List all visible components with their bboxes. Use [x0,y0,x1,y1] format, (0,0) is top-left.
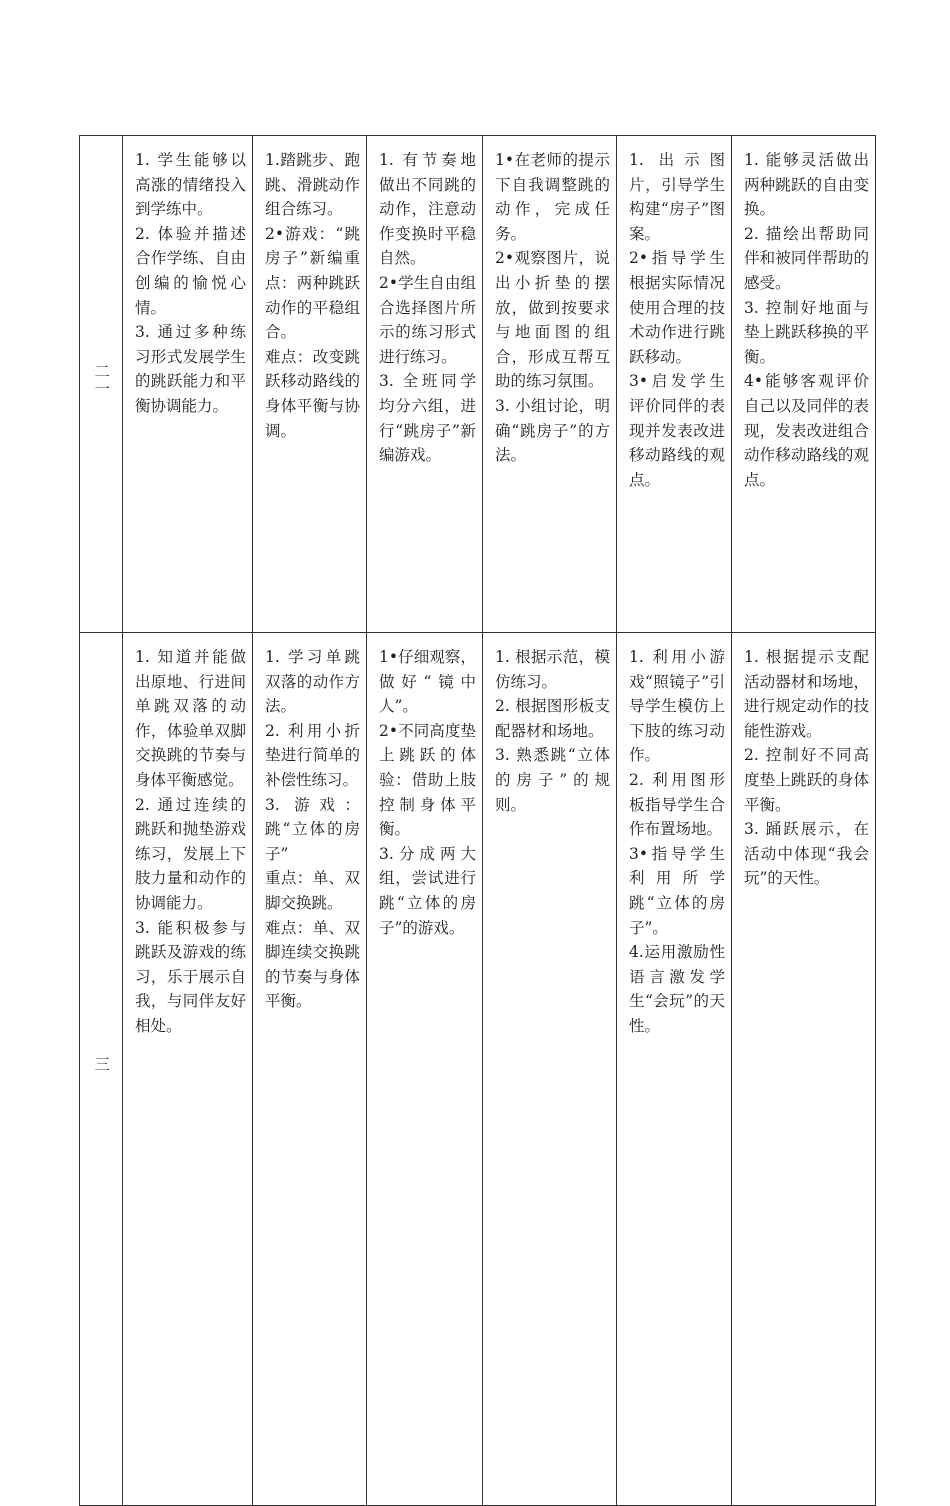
lesson-index: 二一 [92,362,111,398]
cell-line: 2. 利用小折垫进行简单的补偿性练习。 [265,721,360,789]
cell-line: 2•学生自由组合选择图片所示的练习形式进行练习。 [379,273,476,366]
cell-line: 2•指导学生根据实际情况使用合理的技术动作进行跳跃移动。 [629,249,725,366]
content-cell [253,633,367,1506]
cell-line: 3. 游戏：跳“立体的房子” [265,795,360,863]
cell-line: 难点：单、双脚连续交换跳的节奏与身体平衡。 [265,918,360,1011]
cell-line: 2•不同高度垫上跳跃的体验：借助上肢控制身体平衡。 [379,721,476,839]
cell-line: 3•指导学生利用所学跳“立体的房子”。 [629,844,725,937]
evaluation-cell [732,633,876,1506]
cell-line: 4.运用激励性语言激发学生“会玩”的天性。 [629,943,725,1035]
cell-line: 3.分成两大组，尝试进行跳“立体的房子”的游戏。 [379,844,476,937]
cell-line: 2. 描绘出帮助同伴和被同伴帮助的感受。 [744,224,869,292]
cell-line: 1. 知道并能做出原地、行进间单跳双落的动作，体验单双脚交换跳的节奏与身体平衡感觉。 [135,648,246,789]
cell-line: 1•在老师的提示下自我调整跳的动作，完成任务。 [495,151,610,243]
cell-line: 1.踏跳步、跑跳、滑跳动作组合练习。 [265,151,360,219]
cell-line: 3. 踊跃展示，在活动中体现“我会玩”的天性。 [744,820,869,888]
cell-line: 1. 学习单跳双落的动作方法。 [265,648,360,716]
cell-line: 3. 能积极参与跳跃及游戏的练习，乐于展示自我，与同伴友好相处。 [135,918,246,1035]
cell-line: 难点：改变跳跃移动路线的身体平衡与协调。 [265,347,360,440]
cell-line: 重点：单、双脚交换跳。 [265,869,360,912]
cell-line: 1. 能够灵活做出两种跳跃的自由变换。 [744,151,869,219]
cell-line: 2. 利用图形板指导学生合作布置场地。 [629,770,725,839]
cell-line: 1. 根据示范，模仿练习。 [495,648,610,691]
objectives-cell [123,633,253,1506]
practice-cell [367,633,483,1506]
cell-line: 2. 通过连续的跳跃和抛垫游戏练习，发展上下肢力量和动作的协调能力。 [135,795,246,912]
table-row [80,136,876,633]
table-row [80,633,876,1506]
cell-line: 2. 控制好不同高度垫上跳跃的身体平衡。 [744,746,869,814]
objectives-cell [123,136,253,633]
teacher-guidance-cell [617,633,732,1506]
student-activity-cell [483,633,617,1506]
cell-line: 1. 利用小游戏“照镜子”引导学生模仿上下肢的练习动作。 [629,648,725,765]
cell-line: 1. 有节奏地做出不同跳的动作，注意动作变换时平稳自然。 [379,151,476,268]
lesson-plan-table [79,135,876,1506]
evaluation-cell [732,136,876,633]
cell-line: 3. 控制好地面与垫上跳跃移换的平衡。 [744,298,869,366]
cell-line: 4•能够客观评价自己以及同伴的表现，发表改进组合动作移动路线的观点。 [744,372,869,489]
cell-line: 1. 根据提示支配活动器材和场地，进行规定动作的技能性游戏。 [744,648,869,740]
lesson-index-cell [80,633,123,1506]
cell-line: 3. 通过多种练习形式发展学生的跳跃能力和平衡协调能力。 [135,323,246,415]
cell-line: 3. 小组讨论，明确“跳房子”的方法。 [495,396,610,465]
lesson-index: 三 [92,1056,111,1074]
practice-cell [367,136,483,633]
cell-line: 3•启发学生评价同伴的表现并发表改进移动路线的观点。 [629,372,725,489]
cell-line: 3. 全班同学均分六组，进行“跳房子”新编游戏。 [379,372,476,465]
teacher-guidance-cell [617,136,732,633]
cell-line: 1. 出示图片，引导学生构建“房子”图案。 [629,151,725,243]
cell-line: 2•观察图片，说出小折垫的摆放，做到按要求与地面图的组合，形成互帮互助的练习氛围。 [495,249,610,391]
lesson-index-cell [80,136,123,633]
cell-line: 2•游戏：“跳房子”新编重点：两种跳跃动作的平稳组合。 [265,224,360,342]
cell-line: 2. 根据图形板支配器材和场地。 [495,697,610,740]
cell-line: 1. 学生能够以高涨的情绪投入到学练中。 [135,151,246,219]
cell-line: 2. 体验并描述合作学练、自由创编的愉悦心情。 [135,224,246,317]
content-cell [253,136,367,633]
student-activity-cell [483,136,617,633]
cell-line: 3. 熟悉跳“立体的房子”的规则。 [495,746,610,814]
cell-line: 1•仔细观察，做好“镜中人”。 [379,648,476,716]
